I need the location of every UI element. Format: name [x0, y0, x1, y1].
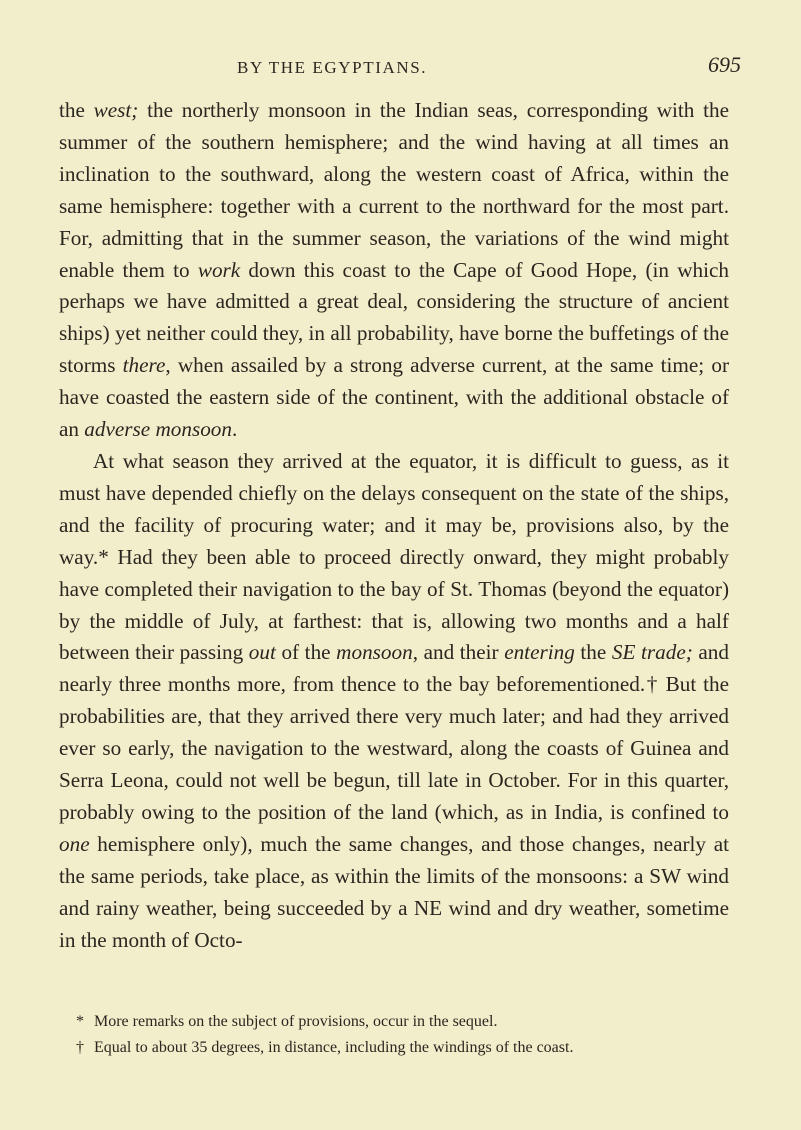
footnote-provisions: [76, 1009, 736, 1035]
text-run: down this coast to the Cape of Good Hope, (in which perhaps we have admitted a great deal, considering the structure of ancient ships) yet neither could they, in all probability, have borne the buffetings of the storms: [59, 257, 729, 378]
italic-run: SE trade;: [611, 640, 693, 665]
italic-run: work: [197, 257, 241, 282]
text-run: hemisphere only), much the same changes, and those changes, nearly at the same periods, take place, as within the limits of the monsoons: a SW wind and rainy weather, being succeeded by a NE wind and dry weather, sometime in the month of Octo-: [59, 831, 729, 952]
footnote-mark: *: [76, 1013, 84, 1030]
italic-run: one: [59, 831, 90, 856]
text-run: , when assailed by a strong adverse current, at the same time; or have coasted the eastern side of the continent, with the additional obstacle of an: [59, 353, 729, 442]
text-run: At what season they arrived at the equator, it is difficult to guess, as it must have depended chiefly on the delays consequent on the state of the ships, and the facility of procuring water; and it may be, provisions also, by the way.* Had they been able to proceed directly onward, they might probably have completed their navigation to the bay of St. Thomas (beyond the equator) by the middle of July, at farthest: that is, allowing two months and a half between their passing: [59, 448, 729, 665]
text-run: , and their: [412, 640, 505, 665]
text-run: the: [574, 640, 612, 665]
paragraph-2: [59, 446, 729, 957]
italic-run: monsoon: [336, 640, 413, 665]
text-run: and nearly three months more, from thence to the bay beforementioned.† But the probabilities are, that they arrived there very much later; and had they arrived ever so early, the navigation to the westward, along the coasts of Guinea and Serra Leona, could not well be begun, till late in October. For in this quarter, probably owing to the position of the land (which, as in India, is confined to: [59, 640, 729, 824]
running-head: [0, 52, 801, 82]
text-run: the northerly monsoon in the Indian seas, corresponding with the summer of the southern hemisphere; and the wind having at all times an inclination to the southward, along the western coast of Africa, within the same hemisphere: together with a current to the northward for the most part. For, admitting that in the summer season, the variations of the wind might enable them to: [59, 98, 729, 282]
footnotes: [76, 1009, 736, 1061]
text-run: .: [232, 417, 238, 442]
footnote-text: More remarks on the subject of provisions, occur in the sequel.: [94, 1013, 498, 1030]
text-run: of the: [275, 640, 337, 665]
running-head-title: BY THE EGYPTIANS.: [237, 58, 428, 77]
italic-run: there: [122, 353, 166, 378]
body-text: [59, 95, 729, 956]
footnote-mark: †: [76, 1039, 84, 1056]
footnote-text: Equal to about 35 degrees, in distance, including the windings of the coast.: [94, 1039, 574, 1056]
italic-run: adverse monsoon: [84, 417, 232, 442]
italic-run: west;: [93, 98, 139, 122]
footnote-distance: [76, 1035, 736, 1061]
paragraph-1: [59, 95, 729, 446]
italic-run: out: [248, 640, 276, 665]
italic-run: entering: [504, 640, 575, 665]
page-number: 695: [708, 52, 741, 77]
text-run: the: [59, 98, 94, 122]
